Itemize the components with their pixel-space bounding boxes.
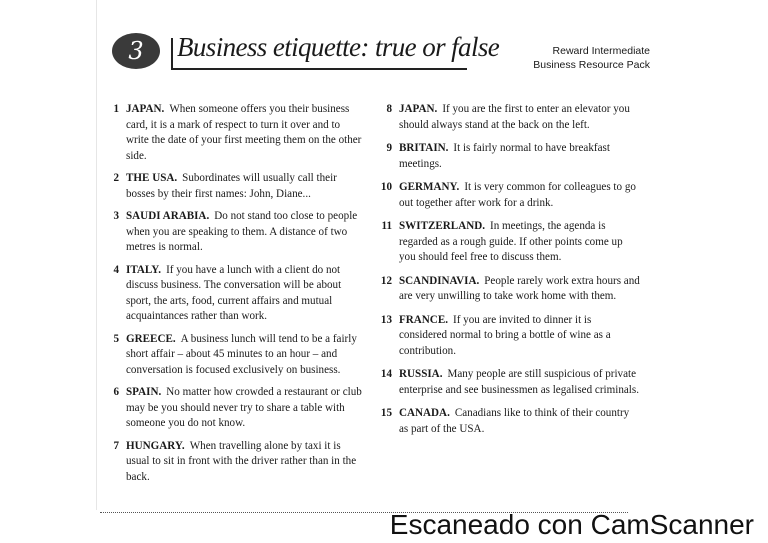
item-text: If you are the first to enter an elevator you should always stand at the back on the left.	[399, 103, 630, 131]
item-body	[126, 385, 364, 432]
scanner-watermark	[390, 497, 754, 537]
list-item	[106, 439, 364, 486]
list-item	[106, 263, 364, 325]
list-item	[374, 313, 640, 360]
list-item	[374, 141, 640, 172]
list-item	[106, 385, 364, 432]
item-country: SCANDINAVIA.	[399, 274, 480, 287]
item-body	[399, 406, 640, 437]
list-item	[374, 219, 640, 266]
left-column	[106, 102, 364, 485]
item-text: If you are invited to dinner it is considered normal to bring a bottle of wine as a contribution.	[399, 313, 611, 357]
item-text: A business lunch will tend to be a fairly short affair – about 45 minutes to an hour – and conversation is focused exclusively on business.	[126, 332, 357, 376]
item-text: When travelling alone by taxi it is usual to sit in front with the driver rather than in the back.	[126, 439, 357, 483]
item-body	[399, 141, 640, 172]
publisher-line-2: Business Resource Pack	[533, 59, 650, 71]
publisher-line-1: Reward Intermediate	[552, 45, 650, 57]
item-number: 7	[113, 439, 119, 452]
right-column	[374, 102, 640, 437]
item-text: No matter how crowded a restaurant or club may be you should never try to share a table with someone you do not know.	[126, 386, 362, 429]
list-item	[374, 180, 640, 211]
list-item	[374, 406, 640, 437]
item-body	[399, 367, 640, 398]
item-country: JAPAN.	[126, 103, 165, 115]
page-title: Business etiquette: true or false	[177, 32, 500, 62]
item-body	[399, 313, 640, 360]
item-body	[126, 171, 364, 202]
item-number: 4	[113, 263, 119, 276]
item-text: Do not stand too close to people when you are speaking to them. A distance of two metres is normal.	[126, 210, 358, 253]
item-body	[399, 274, 640, 305]
item-text: Many people are still suspicious of private enterprise and see businessmen as legalised criminals.	[399, 368, 639, 396]
item-country: GERMANY.	[399, 181, 460, 193]
item-text: It is very common for colleagues to go out together after work for a drink.	[399, 181, 636, 209]
item-country: JAPAN.	[399, 103, 438, 115]
item-body	[126, 439, 364, 486]
item-country: SAUDI ARABIA.	[126, 210, 210, 222]
item-number: 13	[380, 313, 392, 326]
item-body	[126, 102, 364, 164]
item-text: If you have a lunch with a client do not discuss business. The conversation will be about sport, the arts, food, current affairs and mutual acquaintances rather than work.	[126, 263, 342, 322]
item-text: Canadians like to think of their country as part of the USA.	[399, 407, 630, 435]
item-number: 14	[380, 368, 392, 380]
item-number: 5	[113, 332, 119, 345]
page-edge	[96, 0, 97, 510]
list-item	[106, 209, 364, 256]
list-item	[106, 332, 364, 379]
item-number: 12	[380, 274, 392, 287]
item-body	[126, 209, 364, 256]
item-country: SWITZERLAND.	[399, 220, 485, 232]
item-country: ITALY.	[126, 263, 162, 276]
item-country: CANADA.	[399, 407, 450, 419]
watermark-text: Escaneado con CamScanner	[389, 509, 754, 537]
item-body	[399, 102, 640, 133]
item-country: THE USA.	[126, 172, 178, 184]
list-item	[374, 102, 640, 133]
item-text: When someone offers you their business card, it is a mark of respect to turn it over and to write the date of your first meeting them on the other side.	[126, 103, 362, 162]
item-number: 11	[381, 220, 392, 232]
title-rule-vertical	[171, 38, 173, 69]
item-number: 10	[380, 181, 392, 193]
item-number: 2	[113, 172, 119, 184]
item-country: GREECE.	[126, 332, 176, 345]
item-country: FRANCE.	[399, 313, 448, 326]
item-number: 9	[386, 142, 392, 154]
item-number: 8	[386, 103, 392, 115]
item-body	[126, 332, 364, 379]
item-country: BRITAIN.	[399, 142, 449, 154]
item-number: 15	[380, 407, 392, 419]
item-number: 6	[113, 386, 119, 398]
list-item	[374, 367, 640, 398]
item-country: HUNGARY.	[126, 439, 185, 452]
list-item	[106, 102, 364, 164]
item-number: 3	[113, 210, 119, 222]
item-body	[399, 180, 640, 211]
list-item	[106, 171, 364, 202]
item-body	[399, 219, 640, 266]
item-text: People rarely work extra hours and are very unwilling to take work home with them.	[399, 274, 640, 302]
publisher-info	[533, 44, 650, 72]
item-country: RUSSIA.	[399, 368, 443, 380]
list-item	[374, 274, 640, 305]
item-text: In meetings, the agenda is regarded as a rough guide. If other points come up you should feel free to discuss them.	[399, 220, 623, 263]
item-body	[126, 263, 364, 325]
item-text: Subordinates will usually call their bosses by their first names: John, Diane...	[126, 172, 337, 200]
item-number: 1	[113, 103, 119, 115]
unit-number-badge: 3	[112, 33, 160, 69]
item-country: SPAIN.	[126, 386, 162, 398]
item-text: It is fairly normal to have breakfast meetings.	[399, 142, 610, 170]
title-rule-horizontal	[171, 68, 467, 70]
